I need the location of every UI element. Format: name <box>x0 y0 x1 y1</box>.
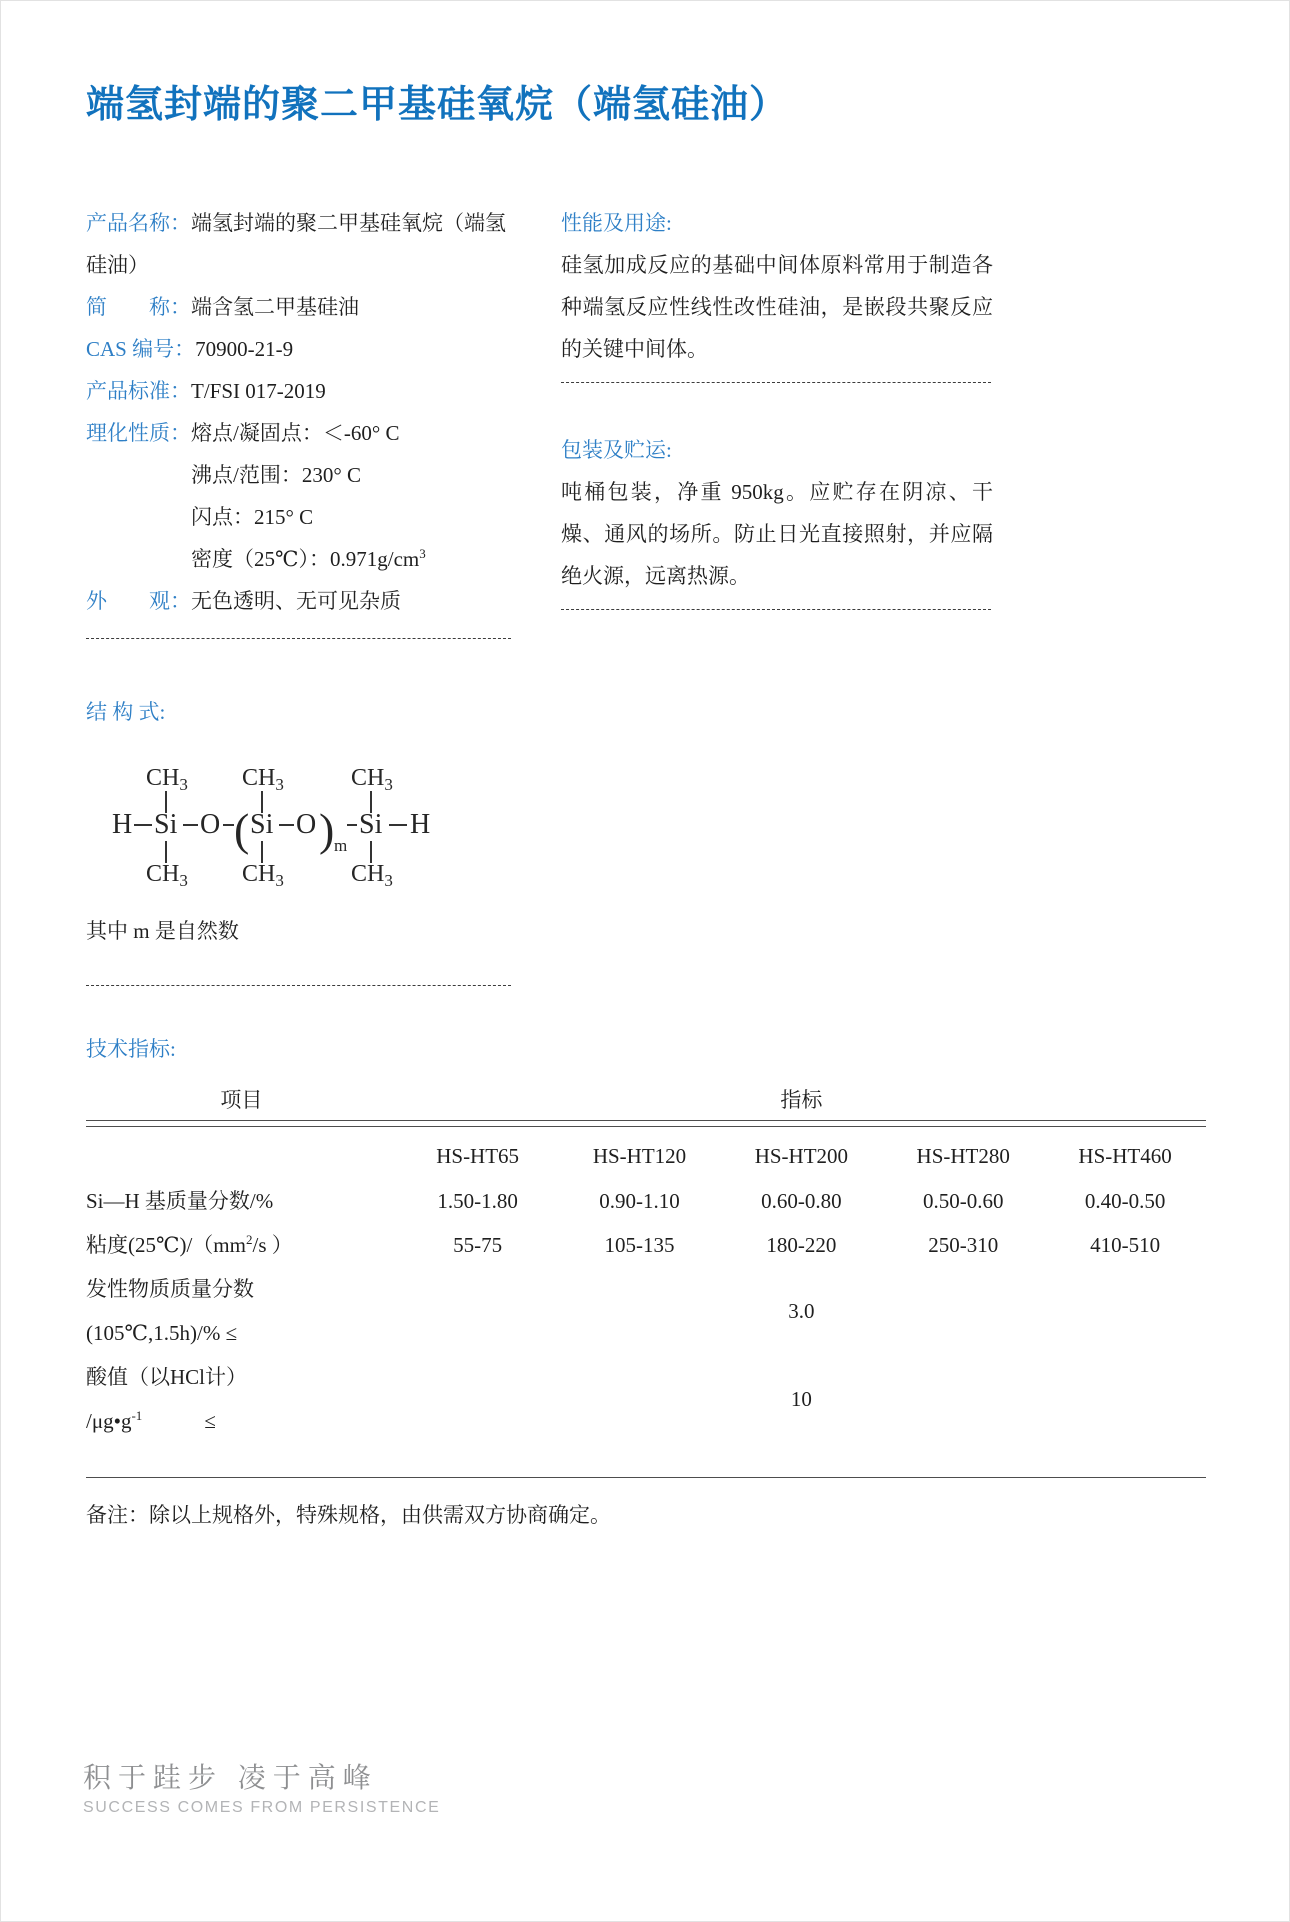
spec-section <box>86 1028 1289 1536</box>
atom-o-1: O <box>200 809 221 840</box>
flash-point-row: 闪点：215° C <box>191 505 314 529</box>
packing-heading: 包装及贮运: <box>561 438 672 462</box>
standard-row <box>86 370 526 412</box>
atom-si-3: Si <box>359 809 383 840</box>
table-cell: 410-510 <box>1090 1233 1161 1257</box>
cas-row <box>86 328 526 370</box>
atom-h-left: H <box>112 809 133 840</box>
table-bottom-rule <box>86 1477 1206 1478</box>
product-names-row <box>86 1133 1206 1179</box>
table-cell: 1.50-1.80 <box>437 1189 518 1213</box>
short-name-value: 端含氢二甲基硅油 <box>191 295 359 319</box>
product-name: HS-HT120 <box>592 1144 687 1168</box>
melting-point-value: 熔点/凝固点：＜-60° C <box>191 421 400 445</box>
footer-slogan-en: SUCCESS COMES FROM PERSISTENCE <box>83 1799 441 1816</box>
less-equal-sign: ≤ <box>204 1409 216 1433</box>
footer-slogan-cn: 积于跬步 凌于高峰 <box>83 1762 378 1793</box>
atom-o-2: O <box>296 809 317 840</box>
divider-dashed-structure <box>86 985 511 986</box>
col-header-index: 指标 <box>780 1088 823 1112</box>
divider-dashed-left <box>86 638 511 639</box>
structure-heading: 结 构 式: <box>86 700 166 724</box>
structure-section <box>86 691 1289 986</box>
product-name-label: 产品名称： <box>86 211 191 235</box>
density-value: 密度（25℃）：0.971g/cm <box>191 547 420 571</box>
ch3-top-2: $CH_3$ <box>242 765 284 794</box>
product-name: HS-HT65 <box>436 1144 520 1168</box>
row-label-acid: 酸值（以HCl计） $/\mu g•g^{-1}$ ≤ <box>86 1365 248 1433</box>
performance-heading: 性能及用途: <box>561 211 672 235</box>
product-name-value: 端氢封端的聚二甲基硅氧烷（端氢硅油） <box>86 211 506 277</box>
right-column <box>561 202 993 639</box>
short-name-row <box>86 286 526 328</box>
atom-si-2: Si <box>250 809 274 840</box>
volatile-row <box>86 1267 1206 1355</box>
table-cell: 105-135 <box>604 1233 675 1257</box>
paren-right: ) <box>319 804 335 855</box>
table-cell: 250-310 <box>928 1233 999 1257</box>
table-cell: 55-75 <box>453 1233 503 1257</box>
cas-value: 70900-21-9 <box>195 337 294 361</box>
sih-content-row <box>86 1179 1206 1223</box>
product-info-section <box>86 202 526 639</box>
info-columns <box>86 202 1289 639</box>
table-cell: 180-220 <box>766 1233 837 1257</box>
table-header-row <box>86 1080 1206 1121</box>
atom-h-right: H <box>410 809 431 840</box>
product-name: HS-HT280 <box>916 1144 1010 1168</box>
ch3-bottom-2: $CH_3$ <box>242 861 284 887</box>
ch3-bottom-1: $CH_3$ <box>146 861 188 887</box>
col-header-item: 项目 <box>220 1088 263 1112</box>
paren-left: ( <box>234 804 250 855</box>
table-cell: 0.60-0.80 <box>761 1189 842 1213</box>
ch3-top-3: $CH_3$ <box>351 765 393 794</box>
acid-row <box>86 1355 1206 1443</box>
structure-note: 其中 m 是自然数 <box>86 919 239 943</box>
product-name-row <box>86 202 526 286</box>
acid-merged-value: 10 <box>790 1386 812 1411</box>
performance-body: 硅氢加成反应的基础中间体原料常用于制造各种端氢反应性线性改性硅油，是嵌段共聚反应的关键中间体。 <box>561 253 993 361</box>
appearance-value: 无色透明、无可见杂质 <box>191 589 401 613</box>
chemical-structure-diagram <box>104 755 449 887</box>
ch3-top-1: $CH_3$ <box>146 765 188 794</box>
row-label-volatile: 发性物质质量分数 (105℃,1.5h)/% ≤ <box>86 1277 254 1345</box>
phys-prop-row <box>86 412 526 454</box>
product-name: HS-HT200 <box>754 1144 849 1168</box>
standard-value: T/FSI 017-2019 <box>191 379 326 403</box>
short-name-label: 简 称： <box>86 295 191 319</box>
page-title: 端氢封端的聚二甲基硅氧烷（端氢硅油） <box>86 84 789 126</box>
spec-table <box>86 1080 1206 1478</box>
footer-logo <box>83 1756 440 1817</box>
density-superscript: 3 <box>419 546 426 561</box>
subscript-m: m <box>334 836 348 855</box>
packing-body: 吨桶包装，净重 950kg。应贮存在阴凉、干燥、通风的场所。防止日光直接照射，并应隔绝火源，远离热源。 <box>561 480 993 588</box>
spec-remark: 备注：除以上规格外，特殊规格，由供需双方协商确定。 <box>86 1503 611 1527</box>
row-label-viscosity: 粘度$(25℃)/(mm^2/s$ ） <box>86 1232 293 1257</box>
row-label-sih: Si—H 基质量分数/% <box>86 1189 274 1213</box>
packing-section <box>561 429 993 610</box>
viscosity-row <box>86 1223 1206 1267</box>
appearance-label: 外 观： <box>86 589 191 613</box>
density-row <box>86 538 526 580</box>
performance-section <box>561 202 993 383</box>
standard-label: 产品标准： <box>86 379 191 403</box>
acid-superscript: -1 <box>131 1408 143 1423</box>
volatile-merged-value: 3.0 <box>788 1298 815 1323</box>
table-cell: 0.90-1.10 <box>599 1189 680 1213</box>
table-cell: 0.40-0.50 <box>1084 1189 1166 1213</box>
spec-heading: 技术指标: <box>86 1037 176 1061</box>
appearance-row <box>86 580 526 622</box>
boiling-point-row: 沸点/范围：230° C <box>191 463 361 487</box>
double-rule <box>86 1121 1206 1127</box>
table-cell: 0.50-0.60 <box>922 1189 1004 1213</box>
atom-si-1: Si <box>154 809 178 840</box>
ch3-bottom-3: $CH_3$ <box>351 861 393 887</box>
phys-prop-label: 理化性质： <box>86 421 191 445</box>
cas-label: CAS 编号： <box>86 337 196 361</box>
divider-dashed-packing <box>561 609 991 610</box>
viscosity-superscript: 2 <box>245 1232 253 1247</box>
product-name: HS-HT460 <box>1078 1144 1172 1168</box>
divider-dashed-performance <box>561 382 991 383</box>
